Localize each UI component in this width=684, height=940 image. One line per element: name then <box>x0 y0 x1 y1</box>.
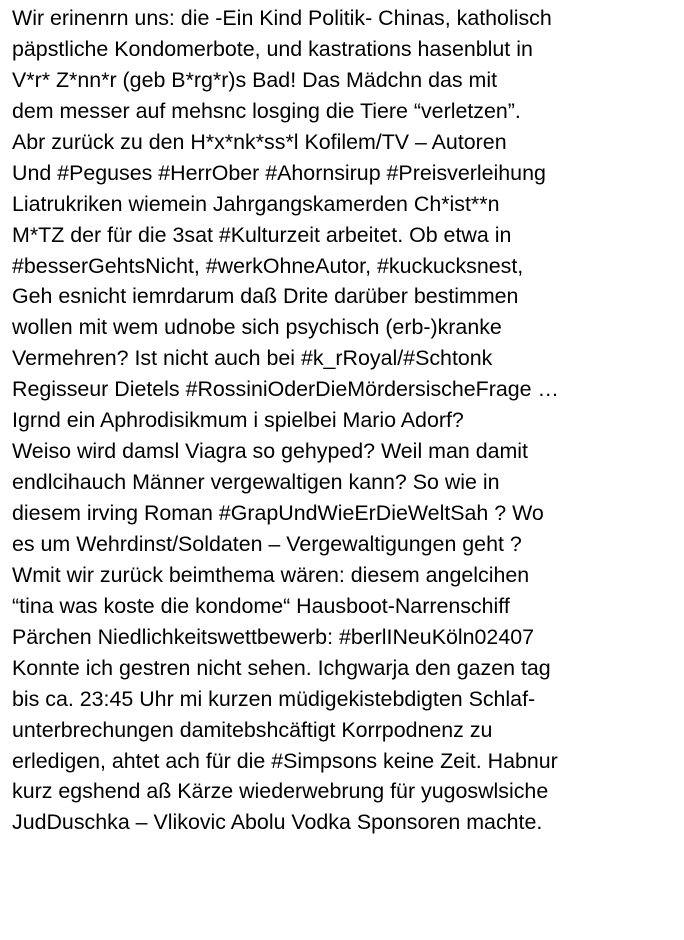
text-line: es um Wehrdinst/Soldaten – Vergewaltigungen geht ? <box>12 531 522 556</box>
text-line: V*r* Z*nn*r (geb B*rg*r)s Bad! Das Mädchn das mit <box>12 67 498 92</box>
text-line: dem messer auf mehsnc losging die Tiere “verletzen”. <box>12 98 521 123</box>
text-line: Wmit wir zurück beimthema wären: diesem angelcihen <box>12 562 530 587</box>
text-line: diesem irving Roman #GrapUndWieErDieWeltSah ? Wo <box>12 501 544 525</box>
text-line: Abr zurück zu den H*x*nk*ss*l Kofilem/TV – Autoren <box>12 129 507 154</box>
text-line: endlcihauch Männer vergewaltigen kann? So wie in <box>12 470 500 495</box>
text-line: M*TZ der für die 3sat #Kulturzeit arbeitet. Ob etwa in <box>12 222 512 247</box>
text-line: JudDuschka – Vlikovic Abolu Vodka Sponsoren machte. <box>12 810 543 835</box>
text-line: Pärchen Niedlichkeitswettbewerb: #berlINeuKöln02407 <box>12 624 535 649</box>
text-line: Und #Peguses #HerrOber #Ahornsirup #Preisverleihung <box>12 160 546 185</box>
text-line: Igrnd ein Aphrodisikmum i spielbei Mario Adorf? <box>12 408 464 433</box>
text-line: Geh esnicht iemrdarum daß Drite darüber bestimmen <box>12 284 519 309</box>
text-line: erledigen, ahtet ach für die #Simpsons keine Zeit. Habnur <box>12 748 558 773</box>
text-line: wollen mit wem udnobe sich psychisch (erb-)kranke <box>12 315 502 340</box>
text-line: bis ca. 23:45 Uhr mi kurzen müdigekistebdigten Schlaf- <box>12 686 536 711</box>
text-line: kurz egshend aß Kärze wiederwebrung für yugoswlsiche <box>12 779 549 804</box>
text-line: Vermehren? Ist nicht auch bei #k_rRoyal/#Schtonk <box>12 346 493 371</box>
text-line: #besserGehtsNicht, #werkOhneAutor, #kuckucksnest, <box>12 253 524 278</box>
text-line: Regisseur Dietels #RossiniOderDieMördersischeFrage … <box>12 377 559 402</box>
text-block <box>12 3 682 838</box>
text-line: “tina was koste die kondome“ Hausboot-Narrenschiff <box>12 593 510 618</box>
text-line: Wir erinenrn uns: die -Ein Kind Politik- Chinas, katholisch <box>12 6 552 30</box>
text-line: Liatrukriken wiemein Jahrgangskamerden Ch*ist**n <box>12 191 500 216</box>
text-line: Weiso wird damsl Viagra so gehyped? Weil man damit <box>12 439 528 464</box>
text-line: unterbrechungen damitebshcäftigt Korrpodnenz zu <box>12 717 493 742</box>
text-line: Konnte ich gestren nicht sehen. Ichgwarja den gazen tag <box>12 655 551 680</box>
text-line: päpstliche Kondomerbote, und kastrations hasenblut in <box>12 36 533 61</box>
